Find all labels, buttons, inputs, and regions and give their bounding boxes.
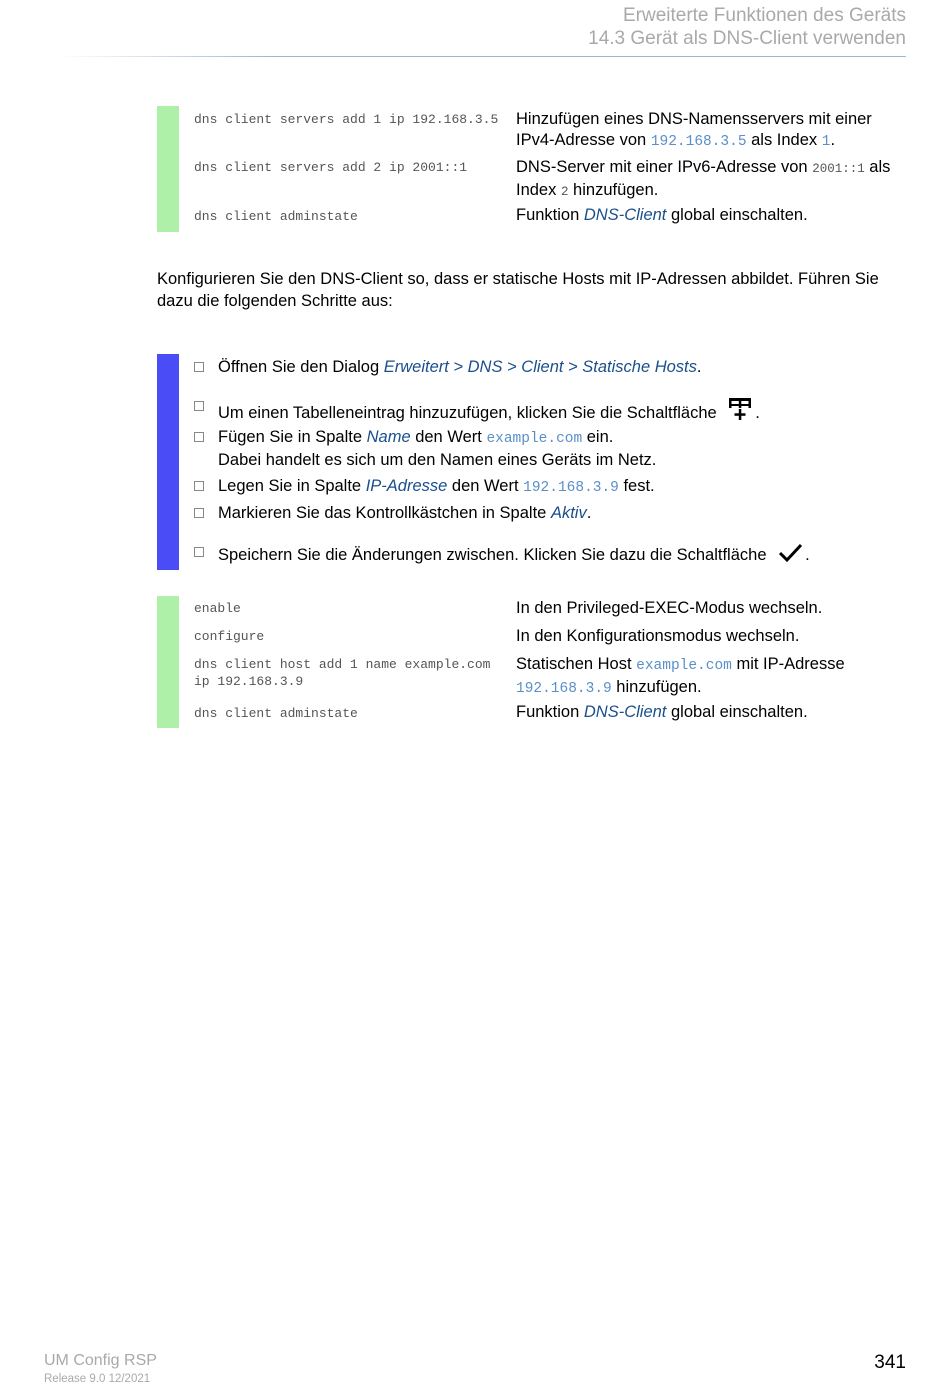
step-checkbox-icon bbox=[194, 481, 204, 491]
footer-doc-title: UM Config RSP bbox=[44, 1352, 157, 1369]
step-checkbox-icon bbox=[194, 508, 204, 518]
header-divider bbox=[60, 56, 906, 57]
step-checkbox-icon bbox=[194, 547, 204, 557]
cli-description: Funktion DNS-Client global einschalten. bbox=[516, 206, 808, 224]
cli-description: DNS-Server mit einer IPv6-Adresse von 2001::1 als Index 2 hinzufügen. bbox=[516, 158, 891, 199]
cli-command: dns client servers add 2 ip 2001::1 bbox=[194, 160, 468, 175]
step-checkbox-icon bbox=[194, 401, 204, 411]
cli-command: dns client servers add 1 ip 192.168.3.5 bbox=[194, 112, 499, 127]
step-checkbox-icon bbox=[194, 432, 204, 442]
cli-command: dns client adminstate bbox=[194, 209, 358, 224]
column-name-link[interactable]: Name bbox=[366, 428, 411, 446]
cli-command: enable bbox=[194, 601, 241, 616]
procedure-marker bbox=[157, 354, 179, 570]
column-ip-link[interactable]: IP-Adresse bbox=[365, 477, 448, 495]
page-number: 341 bbox=[874, 1352, 906, 1373]
cli-block-marker bbox=[157, 106, 179, 232]
cli-block-marker bbox=[157, 596, 179, 728]
header-section: 14.3 Gerät als DNS-Client verwenden bbox=[588, 28, 906, 49]
cli-description: Funktion DNS-Client global einschalten. bbox=[516, 703, 808, 721]
dialog-path-link[interactable]: Erweitert > DNS > Client > Statische Hosts bbox=[383, 358, 697, 376]
cli-command: dns client host add 1 name example.com ip 192.168.3.9 bbox=[194, 657, 491, 689]
checkmark-icon[interactable] bbox=[775, 542, 805, 564]
cli-description: Hinzufügen eines DNS-Namensservers mit einer IPv4-Adresse von 192.168.3.5 als Index 1. bbox=[516, 110, 872, 150]
header-chapter: Erweiterte Funktionen des Geräts bbox=[622, 5, 906, 26]
column-active-link[interactable]: Aktiv bbox=[550, 504, 587, 522]
step-checkbox-icon bbox=[194, 362, 204, 372]
dns-client-link[interactable]: DNS-Client bbox=[583, 206, 667, 224]
cli-command: dns client adminstate bbox=[194, 706, 358, 721]
cli-description: In den Privileged-EXEC-Modus wechseln. bbox=[516, 599, 823, 617]
procedure-steps: Öffnen Sie den Dialog Erweitert > DNS > Client > Statische Hosts. Um einen Tabelleneintrag hinzuzufügen, klicken Sie die Schaltfläche . Fügen Sie in Spalte Name den Wert example.com ein. Dabei handelt es sich um den Namen eines Geräts im Netz. Legen Sie in Spalte IP-Adresse den Wert 192.168.3.9 fest. Markieren Sie das Kontrollkästchen in Spalte Aktiv. Speichern Sie die Änderungen zwischen. Klicken Sie dazu die Schaltfläche . bbox=[157, 354, 877, 570]
footer-release: Release 9.0 12/2021 bbox=[44, 1373, 151, 1385]
cli-command-table-1 bbox=[157, 106, 891, 232]
cli-description: Statischen Host example.com mit IP-Adresse 192.168.3.9 hinzufügen. bbox=[516, 655, 845, 697]
cli-command-table-2 bbox=[157, 596, 857, 728]
instruction-paragraph: Konfigurieren Sie den DNS-Client so, dass er statische Hosts mit IP-Adressen abbildet. Führen Sie dazu die folgenden Schritte aus: bbox=[157, 270, 879, 310]
add-table-entry-icon[interactable] bbox=[725, 396, 755, 422]
cli-description: In den Konfigurationsmodus wechseln. bbox=[516, 627, 800, 645]
cli-command: configure bbox=[194, 629, 265, 644]
dns-client-link[interactable]: DNS-Client bbox=[583, 703, 667, 721]
running-header bbox=[588, 4, 906, 50]
